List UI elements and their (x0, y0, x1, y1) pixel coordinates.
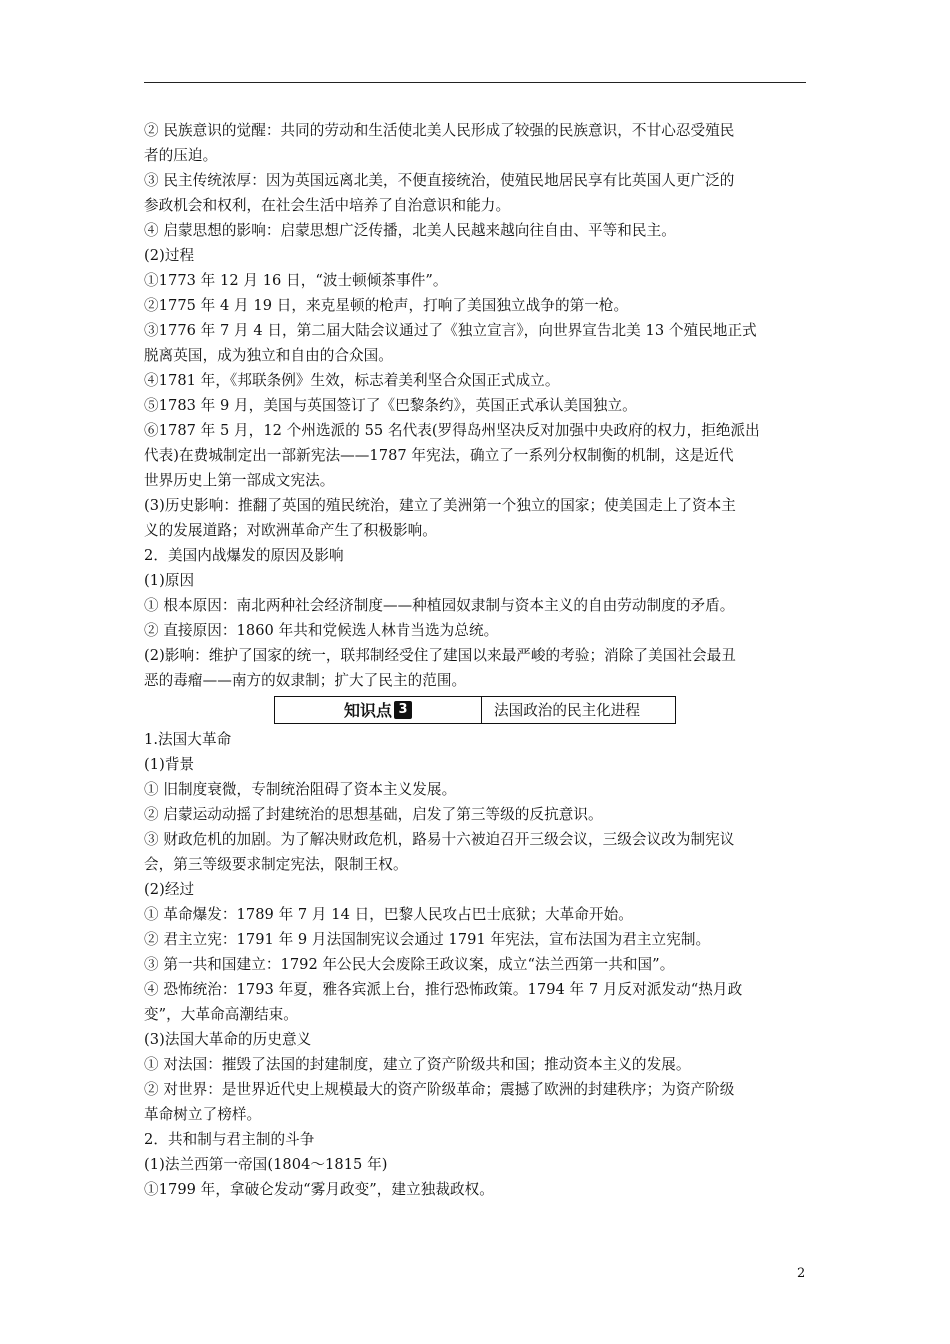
text-line: ②1775 年 4 月 19 日，来克星顿的枪声，打响了美国独立战争的第一枪。 (144, 297, 629, 314)
knowledge-point-title: 法国政治的民主化进程 (494, 701, 640, 719)
text-line: 变”，大革命高潮结束。 (144, 1006, 298, 1023)
text-line: ⑤1783 年 9 月，美国与英国签订了《巴黎条约》，英国正式承认美国独立。 (144, 397, 637, 414)
text-line: ② 对世界：是世界近代史上规模最大的资产阶级革命；震撼了欧洲的封建秩序；为资产阶级 (144, 1081, 735, 1098)
text-line: (2)过程 (144, 247, 195, 264)
text-line: (2)影响：维护了国家的统一，联邦制经受住了建国以来最严峻的考验；消除了美国社会最丑 (144, 647, 736, 664)
text-line: (1)背景 (144, 756, 195, 773)
text-line: (1)原因 (144, 572, 195, 589)
text-line: ② 直接原因：1860 年共和党候选人林肯当选为总统。 (144, 622, 499, 639)
text-line: 2．美国内战爆发的原因及影响 (144, 547, 344, 564)
text-line: (3)历史影响：推翻了英国的殖民统治，建立了美洲第一个独立的国家；使美国走上了资本主 (144, 497, 736, 514)
document-body (144, 118, 808, 1202)
text-line: ③1776 年 7 月 4 日，第二届大陆会议通过了《独立宣言》，向世界宣告北美 13 个殖民地正式 (144, 322, 757, 339)
text-line: 代表)在费城制定出一部新宪法——1787 年宪法，确立了一系列分权制衡的机制，这是近代 (144, 447, 734, 464)
knowledge-point-label-cell (275, 697, 482, 723)
text-line: (3)法国大革命的历史意义 (144, 1031, 312, 1048)
section-french-revolution (144, 727, 808, 1202)
text-line: 恶的毒瘤——南方的奴隶制；扩大了民主的范围。 (144, 672, 467, 689)
text-line: ③ 民主传统浓厚：因为英国远离北美，不便直接统治，使殖民地居民享有比英国人更广泛的 (144, 172, 735, 189)
text-line: ① 旧制度衰微，专制统治阻碍了资本主义发展。 (144, 781, 457, 798)
section-american-revolution (144, 118, 808, 693)
text-line: ① 对法国：摧毁了法国的封建制度，建立了资产阶级共和国；推动资本主义的发展。 (144, 1056, 691, 1073)
text-line: ①1799 年，拿破仑发动“雾月政变”，建立独裁政权。 (144, 1181, 494, 1198)
text-line: 义的发展道路；对欧洲革命产生了积极影响。 (144, 522, 437, 539)
text-line: 者的压迫。 (144, 147, 218, 164)
text-line: ② 民族意识的觉醒：共同的劳动和生活使北美人民形成了较强的民族意识，不甘心忍受殖民 (144, 122, 735, 139)
text-line: 1.法国大革命 (144, 731, 232, 748)
knowledge-point-title-cell (482, 697, 675, 723)
text-line: ③ 财政危机的加剧。为了解决财政危机，路易十六被迫召开三级会议，三级会议改为制宪议 (144, 831, 735, 848)
header-rule (144, 82, 806, 83)
text-line: ① 根本原因：南北两种社会经济制度——种植园奴隶制与资本主义的自由劳动制度的矛盾。 (144, 597, 735, 614)
text-line: 会，第三等级要求制定宪法，限制王权。 (144, 856, 408, 873)
page-number: 2 (797, 1266, 806, 1281)
text-line: ③ 第一共和国建立：1792 年公民大会废除王政议案，成立“法兰西第一共和国”。 (144, 956, 675, 973)
text-line: ④ 恐怖统治：1793 年夏，雅各宾派上台，推行恐怖政策。1794 年 7 月反对派发动“热月政 (144, 981, 743, 998)
text-line: ④ 启蒙思想的影响：启蒙思想广泛传播，北美人民越来越向往自由、平等和民主。 (144, 222, 676, 239)
text-line: (2)经过 (144, 881, 195, 898)
text-line: ① 革命爆发：1789 年 7 月 14 日，巴黎人民攻占巴士底狱；大革命开始。 (144, 906, 633, 923)
knowledge-point-table (274, 696, 676, 724)
text-line: 2．共和制与君主制的斗争 (144, 1131, 315, 1148)
text-line: 革命树立了榜样。 (144, 1106, 262, 1123)
knowledge-point-label: 知识点 (343, 700, 392, 720)
text-line: ⑥1787 年 5 月，12 个州选派的 55 名代表(罗得岛州坚决反对加强中央政府的权力，拒绝派出 (144, 422, 760, 439)
knowledge-point-number-badge: 3 (394, 701, 412, 719)
text-line: ④1781 年，《邦联条例》生效，标志着美利坚合众国正式成立。 (144, 372, 560, 389)
text-line: ①1773 年 12 月 16 日，“波士顿倾茶事件”。 (144, 272, 448, 289)
text-line: (1)法兰西第一帝国(1804～1815 年) (144, 1156, 388, 1173)
text-line: ② 君主立宪：1791 年 9 月法国制宪议会通过 1791 年宪法，宣布法国为君主立宪制。 (144, 931, 711, 948)
text-line: 世界历史上第一部成文宪法。 (144, 472, 335, 489)
text-line: 脱离英国，成为独立和自由的合众国。 (144, 347, 393, 364)
knowledge-point-box (144, 693, 808, 727)
text-line: 参政机会和权利，在社会生活中培养了自治意识和能力。 (144, 197, 511, 214)
text-line: ② 启蒙运动动摇了封建统治的思想基础，启发了第三等级的反抗意识。 (144, 806, 603, 823)
